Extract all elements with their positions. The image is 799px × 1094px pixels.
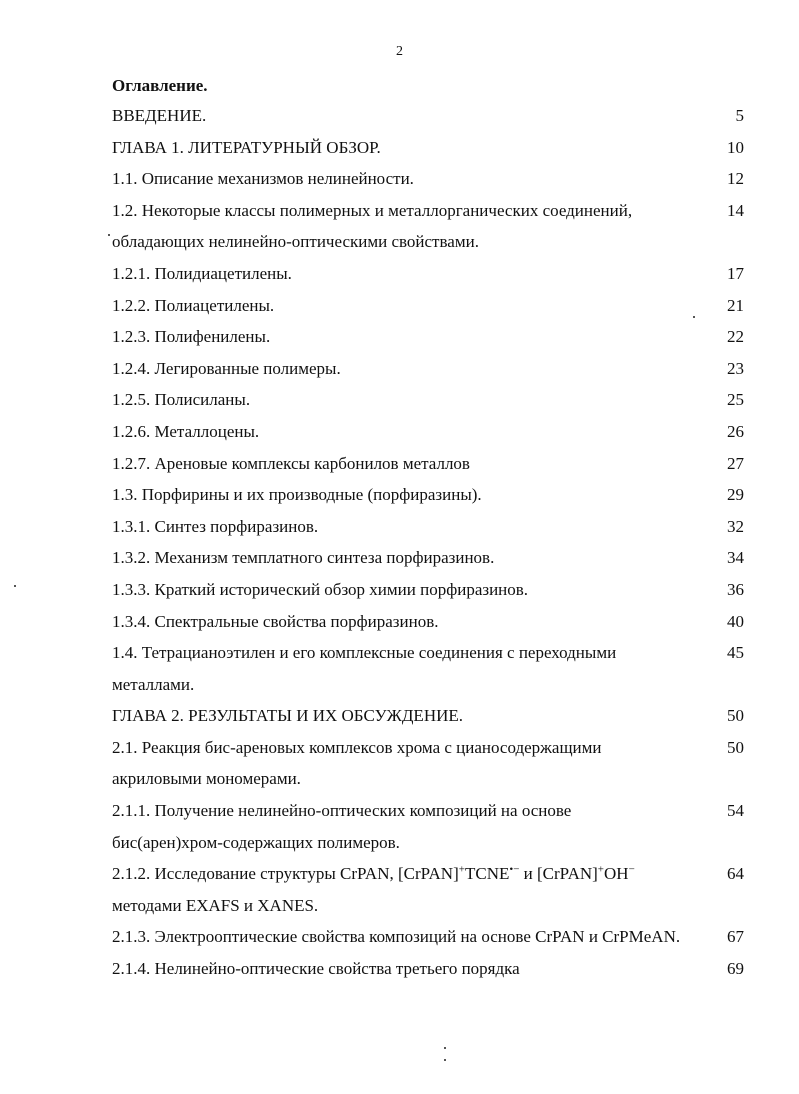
entry-text: 1.2.1. Полидиацетилены. <box>112 263 292 283</box>
entry-text: 1.2.6. Металлоцены. <box>112 421 260 441</box>
entry-page: 64 <box>727 864 744 884</box>
entry-page: 40 <box>727 611 744 631</box>
toc-entry-1-4 <box>112 637 744 700</box>
entry-text: 1.2.7. Ареновые комплексы карбонилов металлов <box>112 453 470 473</box>
entry-text: 2.1.2. Исследование структуры CrPAN, [CrPAN]+TCNE•− и [CrPAN]+OH− методами EXAFS и XANES. <box>112 863 635 915</box>
entry-text: 1.2.4. Легированные полимеры. <box>112 358 341 378</box>
toc-title: Оглавление. <box>112 76 208 95</box>
entry-page: 12 <box>727 169 744 189</box>
entry-page: 5 <box>735 106 744 125</box>
entry-text: 1.3.4. Спектральные свойства порфиразинов. <box>112 611 439 631</box>
toc-entry-1-2-7 <box>112 448 744 480</box>
toc-entry-1-3-4 <box>112 606 744 638</box>
scan-speck <box>14 585 16 587</box>
entry-text: 1.2.2. Полиацетилены. <box>112 295 275 315</box>
entry-page: 26 <box>727 421 744 441</box>
entry-page: 69 <box>727 959 744 979</box>
entry-text: 1.1. Описание механизмов нелинейности. <box>112 169 414 189</box>
entry-text: 1.3. Порфирины и их производные (порфиразины). <box>112 485 482 505</box>
entry-text: 1.2.5. Полисиланы. <box>112 390 251 410</box>
entry-text: 2.1.1. Получение нелинейно-оптических композиций на основе бис(арен)хром-содержащих полимеров. <box>112 801 572 852</box>
entry-text: 2.1.3. Электрооптические свойства композиций на основе CrPAN и CrPMeAN. <box>112 927 681 947</box>
entry-page: 17 <box>727 263 744 283</box>
entry-page: 29 <box>727 485 744 505</box>
entry-text: 1.3.3. Краткий исторический обзор химии порфиразинов. <box>112 579 529 599</box>
entry-page: 10 <box>727 137 744 157</box>
toc-entry-1-3-3 <box>112 574 744 606</box>
scan-speck <box>444 1047 446 1049</box>
toc-entry-1-3-1 <box>112 511 744 543</box>
scan-speck <box>444 1059 446 1061</box>
entry-page: 67 <box>727 927 744 947</box>
entry-text: 1.3.2. Механизм темплатного синтеза порфиразинов. <box>112 548 495 568</box>
page-number: 2 <box>396 44 403 59</box>
entry-page: 22 <box>727 327 744 347</box>
entry-page: 34 <box>727 548 744 568</box>
entry-page: 23 <box>727 358 744 378</box>
toc-entry-1-2-1 <box>112 258 744 290</box>
toc-entry-1-2-5 <box>112 384 744 416</box>
toc-entry-1-2 <box>112 195 744 258</box>
entry-text: ВВЕДЕНИЕ. <box>112 106 207 125</box>
table-of-contents <box>112 100 744 985</box>
toc-entry-1-3 <box>112 479 744 511</box>
toc-entry-1-2-2 <box>112 290 744 322</box>
entry-text: 1.2.3. Полифенилены. <box>112 327 271 347</box>
entry-page: 45 <box>727 643 744 663</box>
entry-text: 1.3.1. Синтез порфиразинов. <box>112 516 319 536</box>
entry-text: 1.4. Тетрацианоэтилен и его комплексные соединения с переходными металлами. <box>112 643 617 694</box>
toc-entry-1-3-2 <box>112 542 744 574</box>
entry-page: 54 <box>727 801 744 821</box>
entry-page: 50 <box>727 706 744 726</box>
entry-text: ГЛАВА 1. ЛИТЕРАТУРНЫЙ ОБЗОР. <box>112 137 381 157</box>
entry-page: 36 <box>727 579 744 599</box>
entry-text: 2.1. Реакция бис-ареновых комплексов хрома с цианосодержащими акриловыми мономерами. <box>112 737 602 789</box>
toc-entry-1-2-4 <box>112 353 744 385</box>
entry-page: 32 <box>727 516 744 536</box>
scan-speck <box>693 316 695 318</box>
entry-page: 14 <box>727 200 744 220</box>
toc-entry-2-1-1 <box>112 795 744 858</box>
toc-entry-2-1-2 <box>112 858 744 921</box>
toc-entry-chapter-1 <box>112 132 744 164</box>
toc-entry-2-1-4 <box>112 953 744 985</box>
toc-entry-chapter-2 <box>112 700 744 732</box>
entry-page: 21 <box>727 295 744 315</box>
entry-page: 27 <box>727 453 744 473</box>
toc-entry-1-2-3 <box>112 321 744 353</box>
toc-entry-2-1 <box>112 732 744 795</box>
entry-page: 25 <box>727 390 744 410</box>
toc-entry-1-2-6 <box>112 416 744 448</box>
entry-page: 50 <box>727 737 744 757</box>
toc-entry-1-1 <box>112 163 744 195</box>
scan-speck <box>108 234 110 236</box>
toc-entry-introduction <box>112 100 744 132</box>
entry-text: ГЛАВА 2. РЕЗУЛЬТАТЫ И ИХ ОБСУЖДЕНИЕ. <box>112 706 464 726</box>
entry-text: 2.1.4. Нелинейно-оптические свойства третьего порядка <box>112 959 520 979</box>
toc-entry-2-1-3 <box>112 921 744 953</box>
entry-text: 1.2. Некоторые классы полимерных и металлорганических соединений, обладающих нелинейно-оптическими свойствами. <box>112 200 633 252</box>
